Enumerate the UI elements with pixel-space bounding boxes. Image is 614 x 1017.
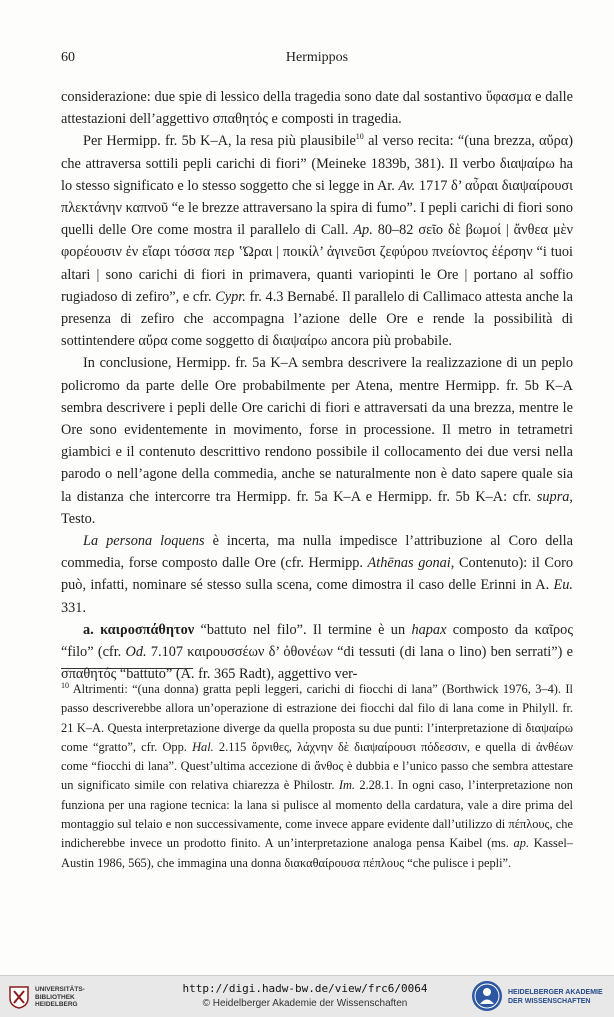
academy-logo[interactable]: HEIDELBERGER AKADEMIE DER WISSENSCHAFTEN	[471, 980, 606, 1014]
footnote-divider	[61, 668, 193, 669]
paragraph-5: a. καιροσπάθητον “battuto nel filo”. Il termine è un hapax composto da καῖρος “filo” (cfr. Od. 7.107 καιρουσσέων δ’ ὀθονέων “di tessuti (di lana o lino) ben serrati”) e σπαθητός “battuto” (A. fr. 365 Radt), aggettivo ver-	[61, 621, 573, 683]
viewer-footer	[0, 975, 614, 1017]
persona-loquens: La persona loquens	[83, 533, 205, 550]
page-url-link[interactable]: http://digi.hadw-bw.de/view/frc6/0064	[182, 982, 428, 995]
academy-seal-icon	[471, 980, 503, 1012]
main-text	[61, 86, 573, 685]
university-library-logo[interactable]: UNIVERSITÄTS- BIBLIOTHEK HEIDELBERG	[8, 982, 118, 1012]
page-number: 60	[61, 50, 75, 65]
copyright-notice: © Heidelberger Akademie der Wissenschaften	[202, 998, 408, 1009]
footnote-number: 10	[61, 680, 69, 690]
footnote	[61, 680, 573, 873]
paragraph-2: Per Hermipp. fr. 5b K–A, la resa più plausibile$^{10}$ al verso recita: “(una brezza, αὔρα) che attraversa sottili pepli carichi di fiori” (Meineke 1839b, 381). Il verbo διαψαίρω ha lo stesso significato e lo stesso soggetto che si legge in Ar. Av. 1717 δ’ αὖραι διαψαίρουσι πλεκτάνην καπνοῦ “e le brezze attraversano la spira di fumo”. I pepli carichi di fiori sono quelli delle Ore come mostra il parallelo di Call. Ap. 80–82 σεῖο δὲ βωμοί | ἄνθεα μὲν φορέουσιν ἐν εἴαρι τόσσα περ ʽΏραι | ποικίλ’ ἀγινεῦσι ζεφύρου πνείοντος ἐέρσην “i tuoi altari | sono carichi di fiori in primavera, quanti variopinti le Ore | portano al soffio rugiadoso di zefiro”, e cfr. Cypr. fr. 4.3 Bernabé. Il parallelo di Callimaco attesta anche la presenza di zefiro che accompagna l’azione delle Ore e rende la possibilità di sottintendere αὔρα come soggetto di διαψαίρω ancora più probabile.	[61, 132, 573, 350]
lemma-word: καιροσπάθητον	[100, 621, 195, 638]
page-header	[61, 50, 573, 70]
paragraph-3: In conclusione, Hermipp. fr. 5a K–A sembra descrivere la realizzazione di un peplo policromo da parte delle Ore probabilmente per Atena, mentre Hermipp. fr. 5b K–A sembra descrivere i pepli delle Ore carichi di fiori e attraversati da una brezza, mentre le Ore sono evidentemente in movimento, forse in processione. Il metro in tetrametri giambici e il contenuto descrittivo rendono possibile il collocamento dei due versi nella parodo o nell’agone della commedia, anche se naturalmente non è dato sapere quale sia la distanza che intercorre tra Hermipp. fr. 5a K–A e Hermipp. fr. 5b K–A: cfr. supra, Testo.	[61, 355, 573, 527]
library-crest-icon	[8, 985, 30, 1009]
paragraph-1: considerazione: due spie di lessico della tragedia sono date dal sostantivo ὕφασμα e dalle attestazioni dell’aggettivo σπαθητός e composti in tragedia.	[61, 89, 573, 128]
lemma-label: a.	[83, 621, 94, 638]
paragraph-4: La persona loquens è incerta, ma nulla impedisce l’attribuzione al Coro della commedia, forse composto dalle Ore (cfr. Hermipp. Athēnas gonai, Contenuto): il Coro può, infatti, nominare sé stesso sulla scena, come dimostra il caso delle Erinni in A. Eu. 331.	[61, 533, 574, 616]
running-title: Hermippos	[285, 50, 349, 65]
footnote-ref: 10	[355, 132, 364, 142]
footnote-10: $^{10}$ Altrimenti: “(una donna) gratta pepli leggeri, carichi di fiocchi di lana” (Borthwick 1976, 3–4). Il passo descriverebbe allora un’operazione di estrazione dei fiocchi dal filo di lana come in Philyll. fr. 21 K–A. Questa interpretazione diverge da quella proposta su due punti: l’interpretazione di διαψαίρω come “gratto”, cfr. Opp. Hal. 2.115 ὄρνιθες, λάχνην δὲ διαψαίρουσι πόδεσσιν, e quella di ἀνθέων come “fiocchi di lana”. Quest’ultima accezione di ἄνθος è dubbia e l’unico passo che sembra attestare un significato simile con relativa chiarezza è Philostr. Im. 2.28.1. In ogni caso, l’interpretazione non funziona per una ragione tecnica: la lana si pulisce al momento della cardatura, vale a dire prima del montaggio sul telaio e non successivamente, come invece appare evidente dall’utilizzo di πέπλους, che indicherebbe invece un prodotto finito. A un’interpretazione analoga pensa Kaibel (ms. ap. Kassel–Austin 1986, 565), che immagina una donna διακαθαίρουσα πέπλους “che pulisce i pepli”.	[61, 680, 574, 870]
